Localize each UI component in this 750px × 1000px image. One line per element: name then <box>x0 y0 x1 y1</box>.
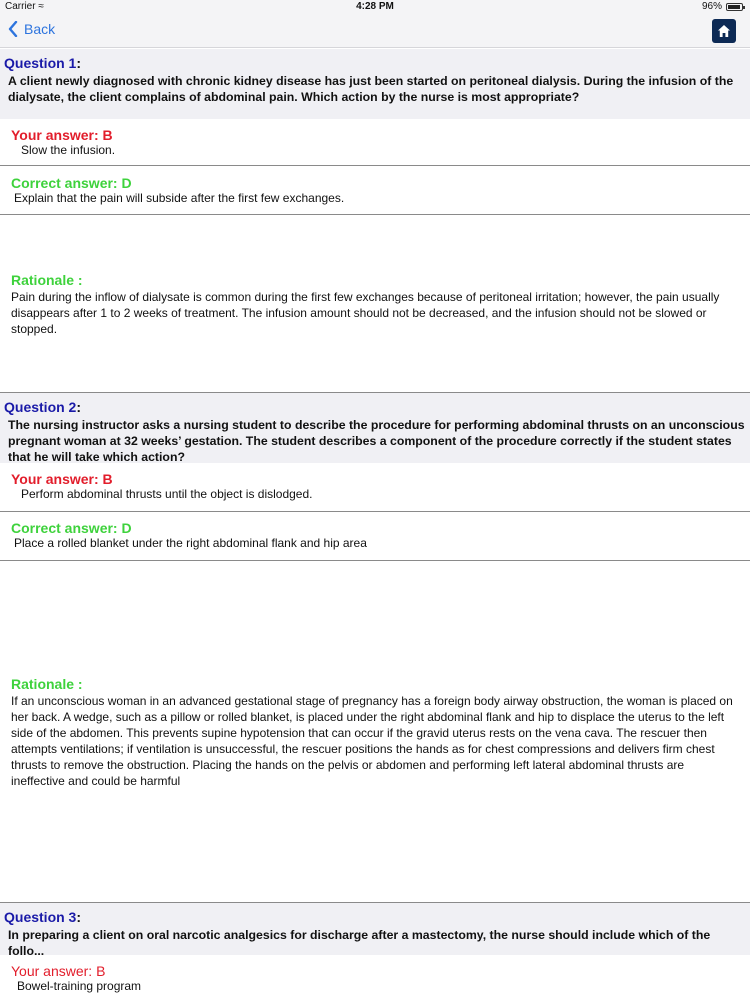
question-title: Question 3: <box>4 909 82 925</box>
question-text: In preparing a client on oral narcotic analgesics for discharge after a mastectomy, the nurse should include which of the follo... <box>8 928 711 958</box>
correct-answer-block <box>0 167 750 215</box>
wifi-icon: ≈ <box>38 1 44 12</box>
back-label: Back <box>24 21 56 37</box>
rationale-text: Pain during the inflow of dialysate is common during the first few exchanges because of peritoneal irritation; however, the pain usually disappears after 1 to 2 weeks of treatment. The infusion amount should not be decreased, and the infusion should not be slowed or stopped. <box>11 290 720 336</box>
rationale-label: Rationale : <box>11 272 83 288</box>
question-card <box>0 903 750 958</box>
your-answer-text: Slow the infusion. <box>21 143 116 157</box>
question-card <box>0 49 750 119</box>
home-button[interactable] <box>712 19 736 43</box>
battery-icon <box>726 3 743 11</box>
question-title: Question 2: <box>4 399 82 415</box>
review-list[interactable] <box>0 49 750 1000</box>
back-button[interactable] <box>8 21 55 37</box>
your-answer-text: Bowel-training program <box>17 979 142 993</box>
navigation-bar <box>0 14 750 48</box>
status-time: 4:28 PM <box>356 1 394 12</box>
correct-answer-text: Explain that the pain will subside after the first few exchanges. <box>14 191 345 205</box>
home-icon <box>717 24 731 38</box>
your-answer-label: Your answer: B <box>11 471 113 487</box>
question-card <box>0 393 750 463</box>
rationale-label: Rationale : <box>11 676 83 692</box>
question-text: The nursing instructor asks a nursing student to describe the procedure for performing abdominal thrusts on an unconscious pregnant woman at 32 weeks’ gestation. The student describes a component of the procedure correctly if the student states that he will take which action? <box>8 418 745 464</box>
chevron-left-icon <box>8 21 18 37</box>
rationale-block <box>0 676 750 789</box>
correct-answer-block <box>0 512 750 561</box>
correct-answer-text: Place a rolled blanket under the right abdominal flank and hip area <box>14 536 367 550</box>
question-text: A client newly diagnosed with chronic kidney disease has just been started on peritoneal dialysis. During the infusion of the dialysate, the client complains of abdominal pain. Which action by the nurse is most appropriate? <box>8 74 734 104</box>
your-answer-label: Your answer: B <box>11 127 113 143</box>
correct-answer-label: Correct answer: D <box>11 520 132 536</box>
status-bar <box>0 0 750 14</box>
your-answer-text: Perform abdominal thrusts until the object is dislodged. <box>21 487 313 501</box>
your-answer-block <box>0 463 750 512</box>
rationale-text: If an unconscious woman in an advanced gestational stage of pregnancy has a foreign body airway obstruction, the woman is placed on her back. A wedge, such as a pillow or rolled blanket, is placed under the right abdominal flank and hip to displace the uterus to the left side of the abdomen. This prevents supine hypotension that can occur if the gravid uterus rests on the vena cava. The rescuer then attempts ventilations; if ventilation is unsuccessful, the rescuer positions the hands as for chest compressions and delivers firm chest thrusts to remove the obstruction. Placing the hands on the pelvis or abdomen and performing left lateral abdominal thrusts are ineffective and could be harmful <box>11 694 733 788</box>
correct-answer-label: Correct answer: D <box>11 175 132 191</box>
your-answer-label: Your answer: B <box>11 963 106 979</box>
battery-percent: 96% <box>701 1 722 12</box>
your-answer-block <box>0 955 750 1000</box>
carrier-label: Carrier ≈ <box>5 1 44 12</box>
your-answer-block <box>0 119 750 166</box>
rationale-block <box>0 272 750 337</box>
question-title: Question 1: <box>4 55 82 71</box>
